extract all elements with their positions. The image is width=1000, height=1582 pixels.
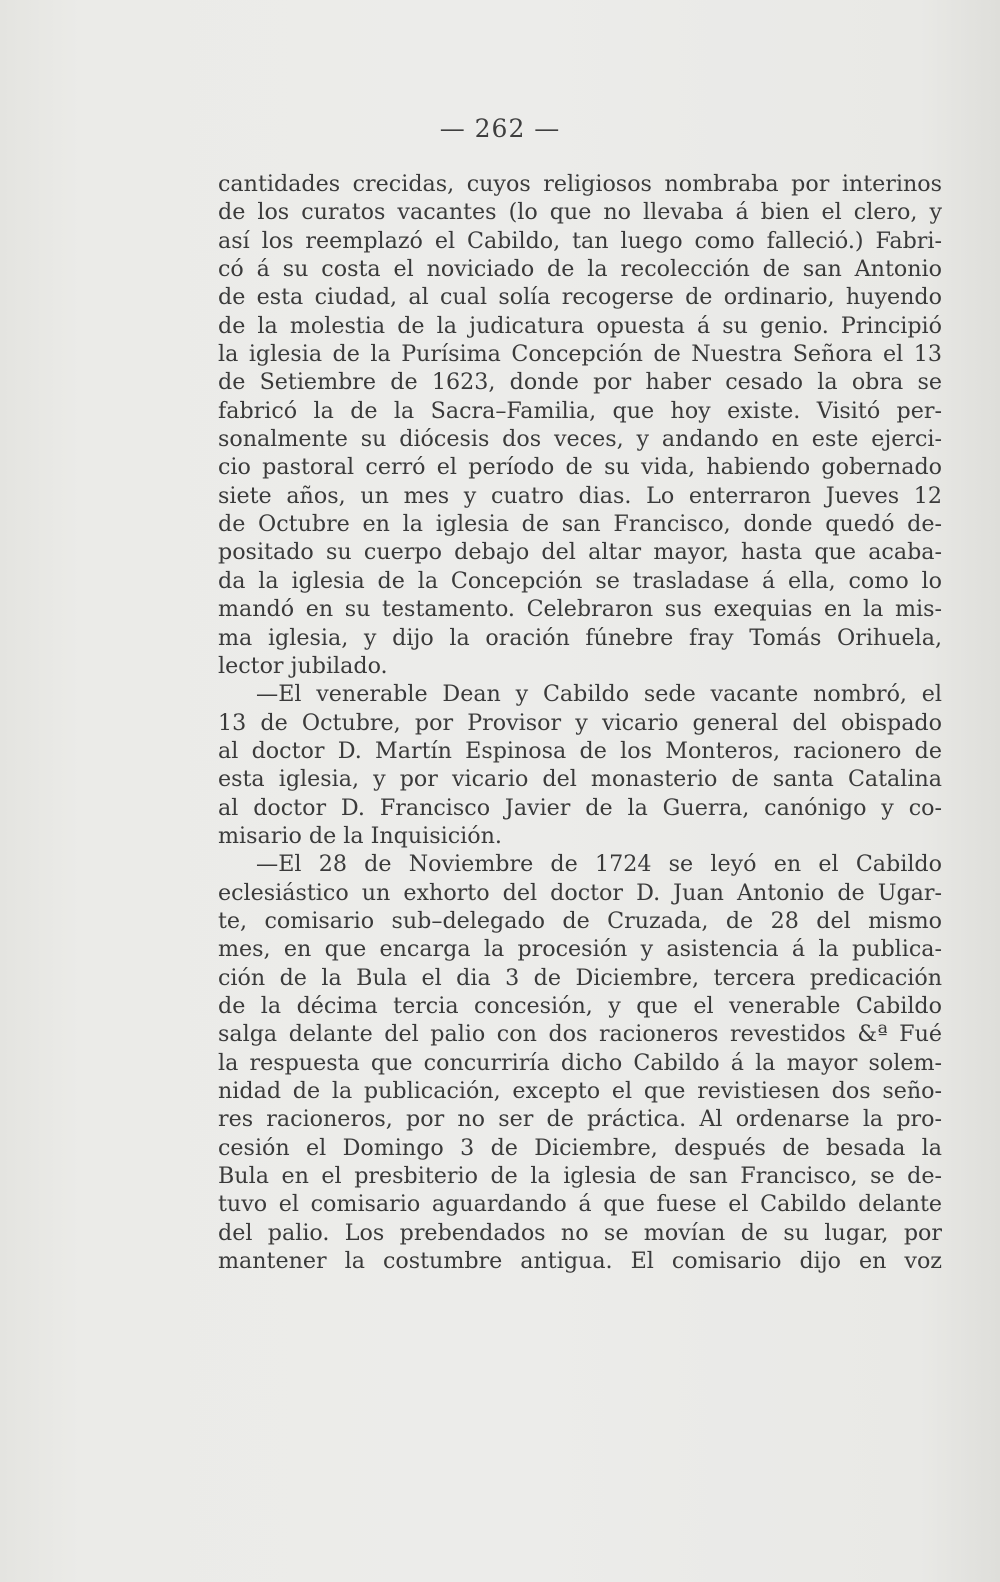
text-line: misario de la Inquisición.: [218, 822, 502, 849]
text-line: mantener la costumbre antigua. El comisario dijo en voz: [218, 1248, 942, 1275]
text-line: de Octubre en la iglesia de san Francisco, donde quedó de-: [218, 511, 942, 538]
text-line: lector jubilado.: [218, 652, 388, 679]
text-line: al doctor D. Martín Espinosa de los Monteros, racionero de: [218, 737, 942, 764]
text-line: de los curatos vacantes (lo que no llevaba á bien el clero, y: [218, 199, 942, 226]
text-line: así los reemplazó el Cabildo, tan luego como falleció.) Fabri-: [218, 227, 942, 254]
text-line: la iglesia de la Purísima Concepción de Nuestra Señora el 13: [218, 341, 942, 368]
text-line: te, comisario sub–delegado de Cruzada, de 28 del mismo: [218, 907, 942, 934]
text-line: al doctor D. Francisco Javier de la Guerra, canónigo y co-: [218, 794, 942, 821]
text-line: ma iglesia, y dijo la oración fúnebre fray Tomás Orihuela,: [218, 624, 942, 651]
text-line: nidad de la publicación, excepto el que revistiesen dos seño-: [218, 1078, 942, 1104]
text-line: tuvo el comisario aguardando á que fuese el Cabildo delante: [218, 1191, 942, 1218]
text-line: cantidades crecidas, cuyos religiosos nombraba por interinos: [218, 171, 942, 197]
text-line: esta iglesia, y por vicario del monasterio de santa Catalina: [218, 766, 942, 793]
text-line: da la iglesia de la Concepción se trasladase á ella, como lo: [218, 567, 942, 594]
text-line: positado su cuerpo debajo del altar mayor, hasta que acaba-: [218, 539, 942, 566]
text-line: Bula en el presbiterio de la iglesia de san Francisco, se de-: [218, 1163, 942, 1190]
text-line: mes, en que encarga la procesión y asistencia á la publica-: [218, 936, 942, 963]
text-line: de esta ciudad, al cual solía recogerse de ordinario, huyendo: [218, 284, 942, 311]
text-line: sonalmente su diócesis dos veces, y andando en este ejerci-: [218, 426, 942, 453]
text-line: eclesiástico un exhorto del doctor D. Juan Antonio de Ugar-: [218, 879, 942, 906]
text-line: ción de la Bula el dia 3 de Diciembre, tercera predicación: [218, 964, 942, 991]
text-line: de la décima tercia concesión, y que el venerable Cabildo: [218, 992, 942, 1019]
text-line: de la molestia de la judicatura opuesta á su genio. Principió: [218, 312, 942, 339]
text-line: siete años, un mes y cuatro dias. Lo enterraron Jueves 12: [218, 482, 942, 509]
text-line: —El 28 de Noviembre de 1724 se leyó en el Cabildo: [256, 851, 942, 878]
page-number: — 262 —: [439, 114, 561, 143]
text-line: mandó en su testamento. Celebraron sus exequias en la mis-: [218, 596, 942, 623]
text-line: del palio. Los prebendados no se movían de su lugar, por: [218, 1219, 942, 1246]
body-text: [218, 170, 942, 1275]
text-line: la respuesta que concurriría dicho Cabildo á la mayor solem-: [218, 1049, 942, 1076]
text-line: cesión el Domingo 3 de Diciembre, después de besada la: [218, 1134, 942, 1161]
text-line: cio pastoral cerró el período de su vida, habiendo gobernado: [218, 454, 942, 481]
text-line: de Setiembre de 1623, donde por haber cesado la obra se: [218, 369, 942, 396]
text-line: salga delante del palio con dos racioneros revestidos &ª Fué: [218, 1021, 942, 1048]
text-line: fabricó la de la Sacra–Familia, que hoy existe. Visitó per-: [218, 397, 942, 424]
text-line: —El venerable Dean y Cabildo sede vacante nombró, el: [256, 681, 942, 708]
text-line: res racioneros, por no ser de práctica. Al ordenarse la pro-: [218, 1106, 942, 1133]
text-line: 13 de Octubre, por Provisor y vicario general del obispado: [218, 709, 942, 736]
text-line: có á su costa el noviciado de la recolección de san Antonio: [218, 256, 942, 283]
